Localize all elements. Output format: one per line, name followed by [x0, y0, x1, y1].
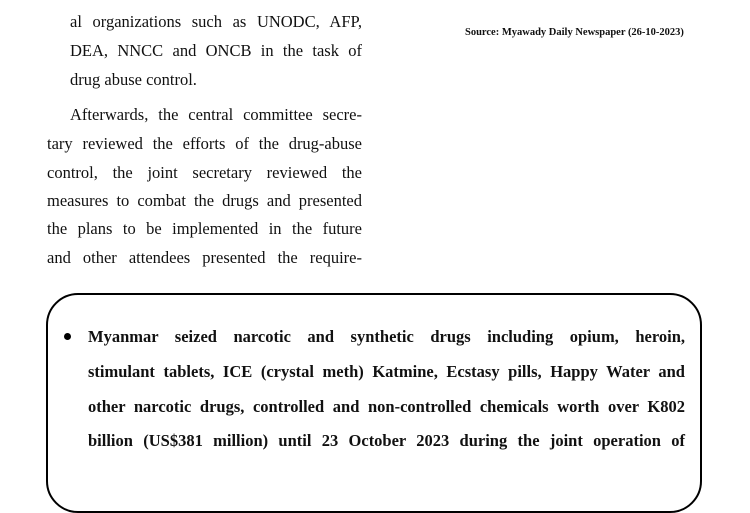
paragraph-2-line-5: the plans to be implemented in the future: [47, 219, 362, 238]
paragraph-2-line-3: control, the joint secretary reviewed the: [47, 163, 362, 182]
paragraph-1-line-1: al organizations such as UNODC, AFP,: [70, 12, 362, 31]
paragraph-2-line-2: tary reviewed the efforts of the drug-abuse: [47, 134, 362, 153]
paragraph-2-line-4: measures to combat the drugs and presented: [47, 191, 362, 210]
bullet-icon: [64, 333, 71, 340]
source-citation: Source: Myawady Daily Newspaper (26-10-2023): [465, 27, 684, 38]
highlight-line-3: other narcotic drugs, controlled and non-controlled chemicals worth over K802: [88, 397, 685, 416]
highlight-line-2: stimulant tablets, ICE (crystal meth) Katmine, Ecstasy pills, Happy Water and: [88, 362, 685, 381]
paragraph-2-line-1: Afterwards, the central committee secre-: [70, 105, 362, 124]
paragraph-2-line-6: and other attendees presented the require-: [47, 248, 362, 267]
highlight-line-4: billion (US$381 million) until 23 October 2023 during the joint operation of: [88, 431, 685, 450]
highlight-line-1: Myanmar seized narcotic and synthetic drugs including opium, heroin,: [88, 327, 685, 346]
paragraph-1-line-2: DEA, NNCC and ONCB in the task of: [70, 41, 362, 60]
paragraph-1-line-3: drug abuse control.: [70, 70, 197, 89]
